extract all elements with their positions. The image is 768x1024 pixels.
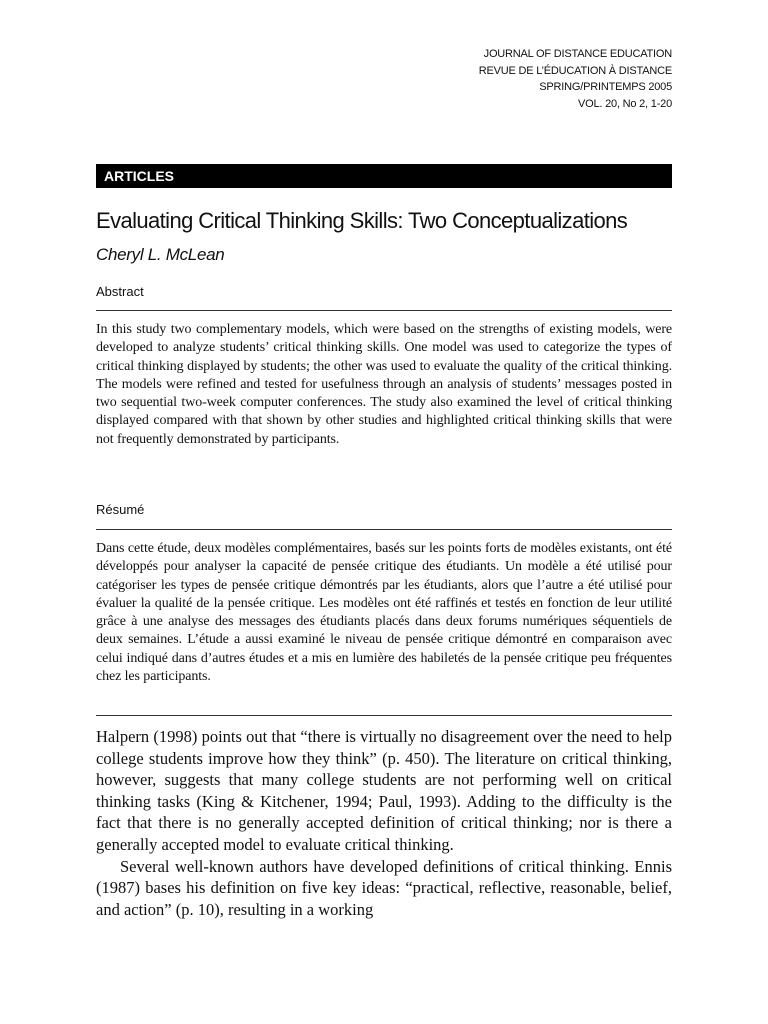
article-body: [96, 726, 672, 920]
resume-top-rule: [96, 529, 672, 530]
abstract-text: In this study two complementary models, which were based on the strengths of existing models, were developed to analyze students’ critical thinking skills. One model was used to categorize the types of critical thinking displayed by students; the other was used to evaluate the quality of the critical thinking. The models were refined and tested for usefulness through an analysis of students’ messages posted in two sequential two-week computer conferences. The study also examined the level of critical thinking displayed compared with that shown by other studies and highlighted critical thinking skills that were not frequently demonstrated by participants.: [96, 322, 672, 447]
resume-text: Dans cette étude, deux modèles complémentaires, basés sur les points forts de modèles existants, ont été développés pour analyser la capacité de pensée critique des étudiants. Un modèle a été utilisé pour catégoriser les types de pensée critique démontrés par les étudiants, alors que l’autre a été utilisé pour évaluer la qualité de la pensée critique. Les modèles ont été raffinés et testés en fonction de leur utilité grâce à une analyse des messages des étudiants placés dans deux forums numériques séquentiels de deux semaines. L’étude a aussi examiné le niveau de pensée critique démontré en comparaison avec celui indiqué dans d’autres études et a mis en lumière des habiletés de la pensée critique peu fréquentes chez les participants.: [96, 541, 672, 685]
journal-issue-season: SPRING/PRINTEMPS 2005: [539, 81, 672, 93]
journal-header: [479, 46, 672, 112]
journal-name-en: JOURNAL OF DISTANCE EDUCATION: [483, 48, 672, 60]
section-label-bar: ARTICLES: [96, 164, 672, 188]
abstract-heading: Abstract: [96, 284, 144, 299]
abstract-top-rule: [96, 310, 672, 311]
article-title: Evaluating Critical Thinking Skills: Two Conceptualizations: [96, 208, 628, 233]
resume-bottom-rule: [96, 715, 672, 716]
body-paragraph-1: Halpern (1998) points out that “there is virtually no disagreement over the need to help college students improve how they think” (p. 450). The literature on critical thinking, however, suggests that many college students are not performing well on critical thinking tasks (King & Kitchener, 1994; Paul, 1993). Adding to the difficulty is the fact that there is no generally accepted definition of critical thinking; nor is there a generally accepted model to evaluate critical thinking.: [96, 727, 672, 854]
body-paragraph-2: Several well-known authors have developed definitions of critical thinking. Ennis (1987) bases his definition on five key ideas: “practical, reflective, reasonable, belief, and action” (p. 10), resulting in a working: [96, 856, 672, 919]
journal-name-fr: REVUE DE L’ÉDUCATION À DISTANCE: [478, 64, 672, 77]
article-author: Cheryl L. McLean: [96, 245, 225, 264]
journal-volume-pages: VOL. 20, No 2, 1-20: [577, 97, 672, 110]
resume-heading: Résumé: [96, 502, 145, 517]
